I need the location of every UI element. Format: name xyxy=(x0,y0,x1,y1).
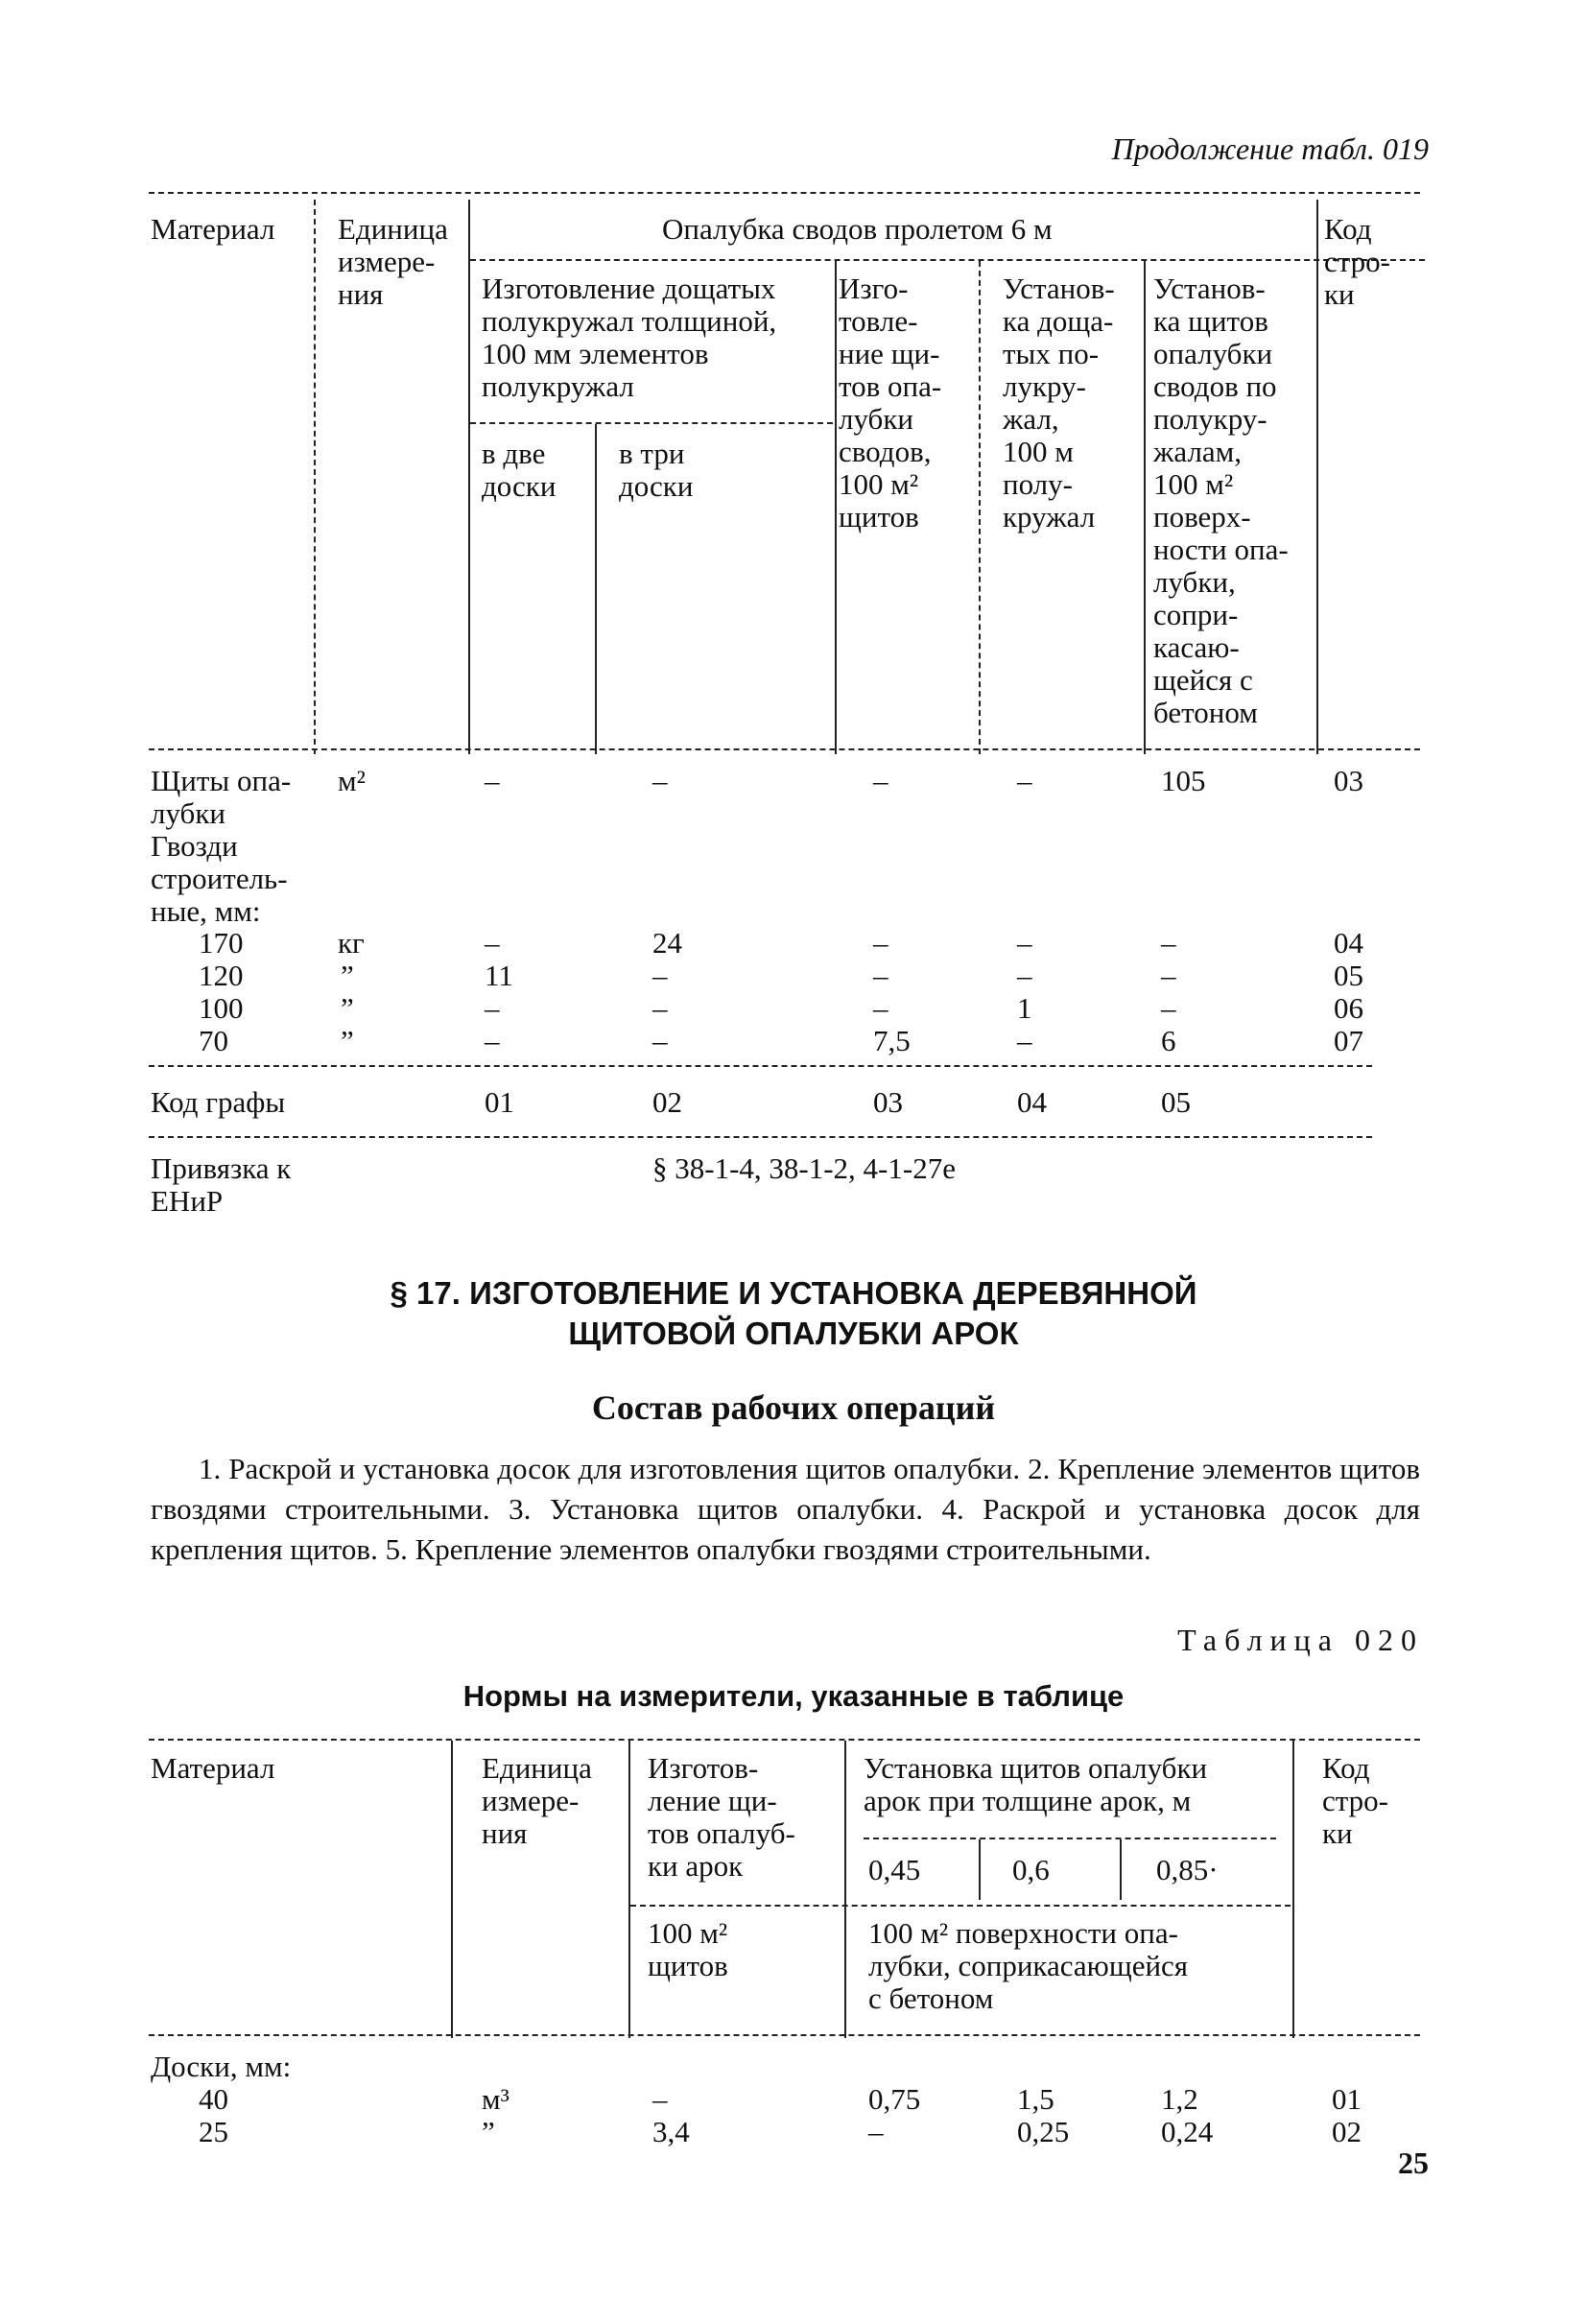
section-title-line: § 17. ИЗГОТОВЛЕНИЕ И УСТАНОВКА ДЕРЕВЯННОЙ xyxy=(390,1275,1197,1311)
unit-making: 100 м² щитов xyxy=(648,1916,728,1982)
column-code: 01 xyxy=(485,1085,514,1119)
column-divider xyxy=(1120,1839,1122,1900)
table-rule xyxy=(149,192,1420,194)
row-value: – xyxy=(873,764,888,797)
row-unit: ” xyxy=(341,1024,354,1057)
row-code: 06 xyxy=(1334,991,1363,1025)
binding-label: Привязка к ЕНиР xyxy=(151,1151,292,1218)
row-value: 105 xyxy=(1161,764,1206,797)
column-header-install-arches: Установ- ка доща- тых по- лукру- жал, 100 м полу- кружал xyxy=(1003,272,1115,534)
column-header-making: Изготов- ление щи- тов опалуб- ки арок xyxy=(648,1751,795,1883)
column-header-making-arches: Изготовление дощатых полукружал толщиной, 100 мм элементов полукружал xyxy=(482,272,777,403)
table-rule xyxy=(630,1905,1291,1907)
row-value: – xyxy=(485,764,500,797)
row-code: 01 xyxy=(1332,2082,1362,2116)
row-value: – xyxy=(1161,959,1176,992)
row-value: – xyxy=(873,959,888,992)
row-value: – xyxy=(485,1024,500,1057)
column-code: 04 xyxy=(1017,1085,1047,1119)
column-header-install: Установка щитов опалубки арок при толщине арок, м xyxy=(864,1751,1208,1817)
column-header-two-boards: в две доски xyxy=(482,437,557,503)
column-header-making-panels: Изго- товле- ние щи- тов опа- лубки сводов, 100 м² щитов xyxy=(839,272,942,534)
row-value: – xyxy=(1161,991,1176,1025)
row-material: 70 xyxy=(199,1024,228,1057)
row-unit: м³ xyxy=(482,2082,509,2116)
column-header-code: Код стро- ки xyxy=(1322,1751,1389,1850)
row-value: 11 xyxy=(485,959,513,992)
row-unit: кг xyxy=(338,926,365,960)
row-material: 25 xyxy=(199,2115,228,2148)
column-code: 02 xyxy=(652,1085,682,1119)
section-subtitle: Состав рабочих операций xyxy=(591,1388,996,1427)
table-rule xyxy=(149,1065,1372,1067)
row-value: 6 xyxy=(1161,1024,1176,1057)
row-value: – xyxy=(652,764,668,797)
binding-value: § 38-1-4, 38-1-2, 4-1-27е xyxy=(652,1151,956,1185)
thickness-value: 0,6 xyxy=(1012,1853,1050,1886)
row-value: – xyxy=(1017,764,1032,797)
row-material: 40 xyxy=(199,2082,228,2116)
table-rule xyxy=(149,1136,1372,1138)
row-value: – xyxy=(1017,1024,1032,1057)
column-header-code: Код стро- ки xyxy=(1324,212,1391,311)
page-number: 25 xyxy=(1398,2146,1429,2180)
row-value: 0,24 xyxy=(1161,2115,1214,2148)
column-code: 05 xyxy=(1161,1085,1191,1119)
table-rule xyxy=(864,1838,1276,1839)
column-code: 03 xyxy=(873,1085,903,1119)
row-value: – xyxy=(652,959,668,992)
table-continuation-label: Продолжение табл. 019 xyxy=(1111,131,1429,166)
column-divider xyxy=(979,261,981,754)
table-label: Таблица 020 xyxy=(1177,1623,1424,1657)
column-code-label: Код графы xyxy=(151,1085,286,1119)
table-rule xyxy=(149,748,1420,750)
column-header-material: Материал xyxy=(151,1751,275,1785)
unit-install: 100 м² поверхности опа- лубки, соприкасающейся с бетоном xyxy=(868,1916,1189,2015)
column-divider xyxy=(1316,200,1318,754)
row-value: – xyxy=(868,2115,884,2148)
group-label: Доски, мм: xyxy=(151,2050,292,2083)
row-code: 03 xyxy=(1334,764,1363,797)
row-unit: ” xyxy=(341,959,354,992)
row-value: – xyxy=(485,991,500,1025)
column-header-three-boards: в три доски xyxy=(619,437,694,503)
row-value: – xyxy=(485,926,500,960)
table-caption: Нормы на измерители, указанные в таблице xyxy=(462,1679,1125,1713)
row-value: 1 xyxy=(1017,991,1032,1025)
row-value: – xyxy=(652,1024,668,1057)
table-rule xyxy=(470,422,833,424)
row-code: 02 xyxy=(1332,2115,1362,2148)
column-divider xyxy=(468,200,470,754)
row-value: – xyxy=(1017,926,1032,960)
row-code: 07 xyxy=(1334,1024,1363,1057)
row-value: 0,75 xyxy=(868,2082,921,2116)
row-value: – xyxy=(652,991,668,1025)
column-divider xyxy=(595,424,597,754)
section-title-line: ЩИТОВОЙ ОПАЛУБКИ АРОК xyxy=(568,1316,1019,1351)
row-value: 3,4 xyxy=(652,2115,690,2148)
column-header-unit: Единица измере- ния xyxy=(338,212,448,311)
column-divider xyxy=(628,1741,630,2038)
row-material: 170 xyxy=(199,926,244,960)
thickness-value: 0,45 xyxy=(868,1853,921,1886)
column-divider xyxy=(844,1741,846,2038)
row-value: – xyxy=(1161,926,1176,960)
table-rule xyxy=(149,2034,1420,2036)
column-divider xyxy=(314,200,316,754)
row-code: 05 xyxy=(1334,959,1363,992)
row-unit: ” xyxy=(341,991,354,1025)
row-code: 04 xyxy=(1334,926,1363,960)
row-value: 1,2 xyxy=(1161,2082,1198,2116)
column-divider xyxy=(979,1839,981,1900)
column-divider xyxy=(451,1741,453,2038)
row-value: – xyxy=(873,926,888,960)
row-value: 0,25 xyxy=(1017,2115,1070,2148)
table-rule xyxy=(149,1739,1420,1741)
column-divider xyxy=(1292,1741,1294,2038)
row-value: 1,5 xyxy=(1017,2082,1054,2116)
table-rule xyxy=(470,259,1425,261)
row-value: 7,5 xyxy=(873,1024,911,1057)
column-header-group: Опалубка сводов пролетом 6 м xyxy=(662,212,1053,246)
row-material: Щиты опа- лубки xyxy=(151,764,292,830)
column-divider xyxy=(1144,261,1146,754)
row-value: 24 xyxy=(652,926,682,960)
row-material: Гвозди строитель- ные, мм: xyxy=(151,829,288,928)
column-header-material: Материал xyxy=(151,212,275,246)
section-title xyxy=(0,1273,1587,1354)
column-header-unit: Единица измере- ния xyxy=(482,1751,592,1850)
thickness-value: 0,85· xyxy=(1156,1853,1219,1886)
column-divider xyxy=(835,261,837,754)
row-value: – xyxy=(652,2082,668,2116)
row-unit: ” xyxy=(482,2115,495,2148)
operations-paragraph: 1. Раскрой и установка досок для изготовления щитов опалубки. 2. Крепление элементов щитов гвоздями строительными. 3. Установка щитов опалубки. 4. Раскрой и установка досок для крепления щитов. 5. Крепление элементов опалубки гвоздями строительными. xyxy=(151,1452,1420,1566)
row-unit: м² xyxy=(338,764,366,797)
row-material: 120 xyxy=(199,959,244,992)
row-value: – xyxy=(873,991,888,1025)
row-material: 100 xyxy=(199,991,244,1025)
row-value: – xyxy=(1017,959,1032,992)
column-header-install-panels: Установ- ка щитов опалубки сводов по полукру- жалам, 100 м² поверх- ности опа- лубки, сопри- касаю- щейся с бетоном xyxy=(1153,272,1289,729)
